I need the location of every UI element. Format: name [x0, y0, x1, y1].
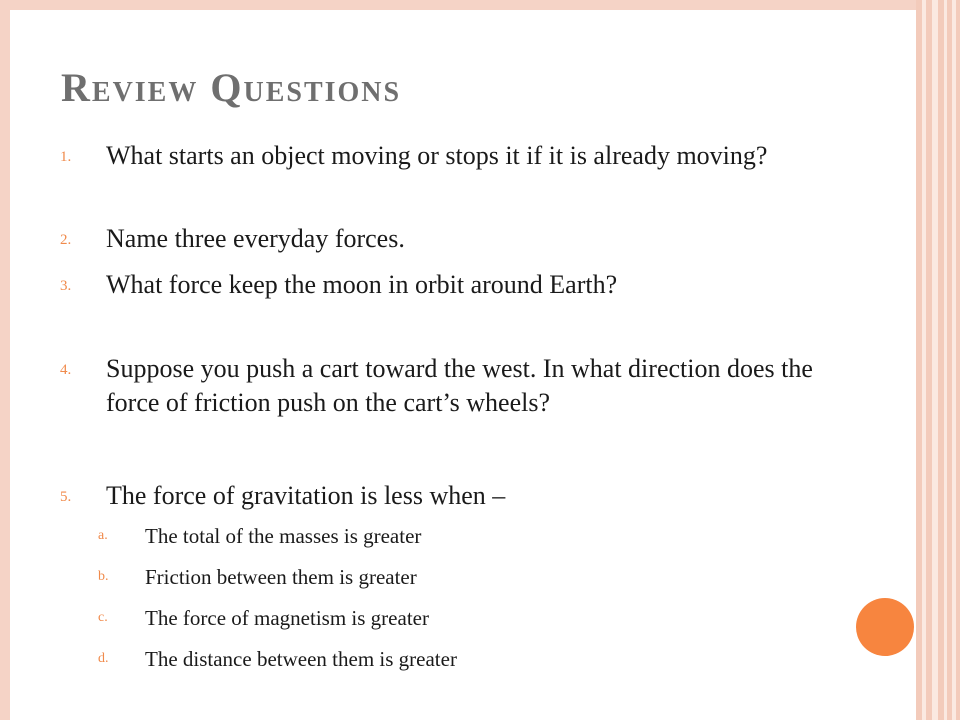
decorative-stripe: [922, 0, 926, 720]
question-text: What force keep the moon in orbit around Earth?: [106, 270, 618, 299]
option-letter: d.: [98, 651, 109, 666]
frame-top-border: [0, 0, 960, 10]
item-number: 2.: [60, 232, 72, 248]
question-text: What starts an object moving or stops it if it is already moving?: [106, 141, 768, 170]
option-letter: c.: [98, 610, 108, 625]
option-text: The total of the masses is greater: [145, 524, 422, 548]
item-number: 4.: [60, 362, 72, 378]
item-number: 5.: [60, 489, 72, 505]
question-text: Name three everyday forces.: [106, 224, 405, 253]
option-letter: b.: [98, 569, 109, 584]
question-text: Suppose you push a cart toward the west. In what direction does the force of friction push on the cart’s wheels?: [106, 354, 813, 417]
frame-left-border: [0, 0, 10, 720]
option-text: Friction between them is greater: [145, 565, 417, 589]
option-text: The force of magnetism is greater: [145, 606, 429, 630]
item-number: 3.: [60, 278, 72, 294]
option-letter: a.: [98, 528, 108, 543]
decorative-stripe: [944, 0, 947, 720]
accent-circle: [856, 598, 914, 656]
question-text: The force of gravitation is less when –: [106, 481, 506, 510]
decorative-stripe: [932, 0, 938, 720]
item-number: 1.: [60, 149, 72, 165]
decorative-stripe: [952, 0, 956, 720]
slide-title: Review Questions: [61, 65, 402, 110]
option-text: The distance between them is greater: [145, 647, 457, 671]
